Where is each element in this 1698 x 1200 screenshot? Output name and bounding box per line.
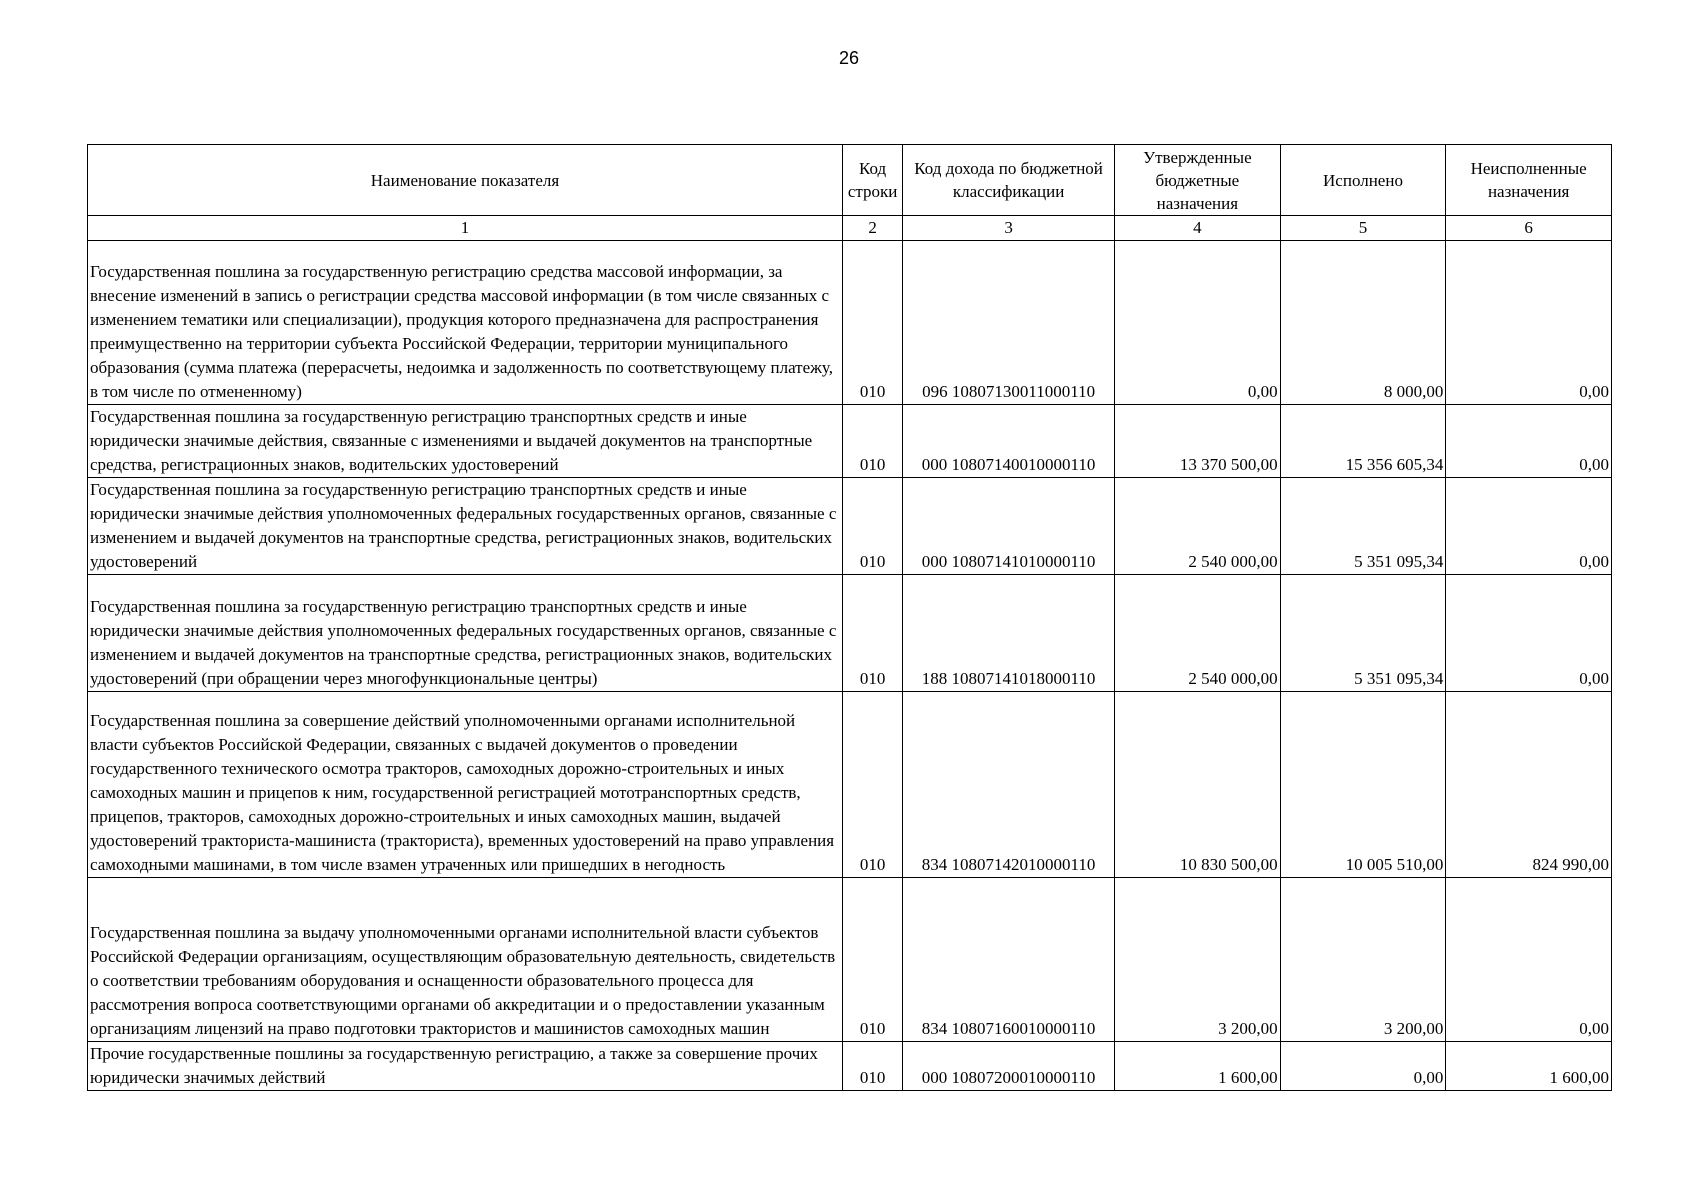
approved-amount: 2 540 000,00 — [1115, 575, 1281, 692]
column-number: 1 — [88, 216, 843, 241]
approved-amount: 10 830 500,00 — [1115, 692, 1281, 878]
indicator-name: Государственная пошлина за государственную регистрацию средства массовой информации, за внесение изменений в запись о регистрации средства массовой информации (в том числе связанных с изменением тематики или специализации), продукция которого предназначена для распространения преимущественно на территории субъекта Российской Федерации, территории муниципального образования (сумма платежа (перерасчеты, недоимка и задолженность по соответствующему платежу, в том числе по отмененному) — [88, 241, 843, 405]
income-code: 096 10807130011000110 — [903, 241, 1115, 405]
unexecuted-amount: 824 990,00 — [1446, 692, 1612, 878]
col-header-approved: Утвержденные бюджетные назначения — [1115, 145, 1281, 216]
executed-amount: 8 000,00 — [1280, 241, 1446, 405]
table-row — [88, 478, 1612, 575]
column-numbering-row — [88, 216, 1612, 241]
line-code: 010 — [842, 575, 902, 692]
approved-amount: 1 600,00 — [1115, 1042, 1281, 1091]
income-code: 000 10807140010000110 — [903, 405, 1115, 478]
table-row — [88, 1042, 1612, 1091]
table-row — [88, 692, 1612, 878]
income-code: 834 10807142010000110 — [903, 692, 1115, 878]
table-row — [88, 405, 1612, 478]
unexecuted-amount: 0,00 — [1446, 478, 1612, 575]
approved-amount: 13 370 500,00 — [1115, 405, 1281, 478]
budget-table — [87, 144, 1612, 1091]
indicator-name: Государственная пошлина за совершение действий уполномоченными органами исполнительной власти субъектов Российской Федерации, связанных с выдачей документов о проведении государственного технического осмотра тракторов, самоходных дорожно-строительных и иных самоходных машин и прицепов к ним, государственной регистрацией мототранспортных средств, прицепов, тракторов, самоходных дорожно-строительных и иных самоходных машин, выдачей удостоверений тракториста-машиниста (тракториста), временных удостоверений на право управления самоходными машинами, в том числе взамен утраченных или пришедших в негодность — [88, 692, 843, 878]
executed-amount: 10 005 510,00 — [1280, 692, 1446, 878]
income-code: 188 10807141018000110 — [903, 575, 1115, 692]
indicator-name: Прочие государственные пошлины за государственную регистрацию, а также за совершение прочих юридически значимых действий — [88, 1042, 843, 1091]
unexecuted-amount: 0,00 — [1446, 241, 1612, 405]
executed-amount: 3 200,00 — [1280, 878, 1446, 1042]
unexecuted-amount: 0,00 — [1446, 878, 1612, 1042]
column-number: 3 — [903, 216, 1115, 241]
line-code: 010 — [842, 478, 902, 575]
unexecuted-amount: 1 600,00 — [1446, 1042, 1612, 1091]
col-header-executed: Исполнено — [1280, 145, 1446, 216]
indicator-name: Государственная пошлина за выдачу уполномоченными органами исполнительной власти субъектов Российской Федерации организациям, осуществляющим образовательную деятельность, свидетельств о соответствии требованиям оборудования и оснащенности образовательного процесса для рассмотрения вопроса соответствующими органами об аккредитации и о предоставлении указанным организациям лицензий на право подготовки трактористов и машинистов самоходных машин — [88, 878, 843, 1042]
column-number: 6 — [1446, 216, 1612, 241]
col-header-income-code: Код дохода по бюджетной классификации — [903, 145, 1115, 216]
approved-amount: 0,00 — [1115, 241, 1281, 405]
line-code: 010 — [842, 405, 902, 478]
line-code: 010 — [842, 1042, 902, 1091]
line-code: 010 — [842, 878, 902, 1042]
income-code: 834 10807160010000110 — [903, 878, 1115, 1042]
approved-amount: 3 200,00 — [1115, 878, 1281, 1042]
indicator-name: Государственная пошлина за государственную регистрацию транспортных средств и иные юридически значимые действия уполномоченных федеральных государственных органов, связанные с изменением и выдачей документов на транспортные средства, регистрационных знаков, водительских удостоверений (при обращении через многофункциональные центры) — [88, 575, 843, 692]
col-header-unexecuted: Неисполненные назначения — [1446, 145, 1612, 216]
executed-amount: 0,00 — [1280, 1042, 1446, 1091]
line-code: 010 — [842, 241, 902, 405]
header-row — [88, 145, 1612, 216]
indicator-name: Государственная пошлина за государственную регистрацию транспортных средств и иные юридически значимые действия, связанные с изменениями и выдачей документов на транспортные средства, регистрационных знаков, водительских удостоверений — [88, 405, 843, 478]
table-row — [88, 878, 1612, 1042]
income-code: 000 10807141010000110 — [903, 478, 1115, 575]
column-number: 4 — [1115, 216, 1281, 241]
col-header-name: Наименование показателя — [88, 145, 843, 216]
indicator-name: Государственная пошлина за государственную регистрацию транспортных средств и иные юридически значимые действия уполномоченных федеральных государственных органов, связанные с изменением и выдачей документов на транспортные средства, регистрационных знаков, водительских удостоверений — [88, 478, 843, 575]
executed-amount: 5 351 095,34 — [1280, 575, 1446, 692]
unexecuted-amount: 0,00 — [1446, 575, 1612, 692]
unexecuted-amount: 0,00 — [1446, 405, 1612, 478]
page-number: 26 — [838, 48, 860, 68]
column-number: 5 — [1280, 216, 1446, 241]
line-code: 010 — [842, 692, 902, 878]
executed-amount: 15 356 605,34 — [1280, 405, 1446, 478]
executed-amount: 5 351 095,34 — [1280, 478, 1446, 575]
col-header-line-code: Код строки — [842, 145, 902, 216]
table-row — [88, 575, 1612, 692]
approved-amount: 2 540 000,00 — [1115, 478, 1281, 575]
table-row — [88, 241, 1612, 405]
column-number: 2 — [842, 216, 902, 241]
income-code: 000 10807200010000110 — [903, 1042, 1115, 1091]
